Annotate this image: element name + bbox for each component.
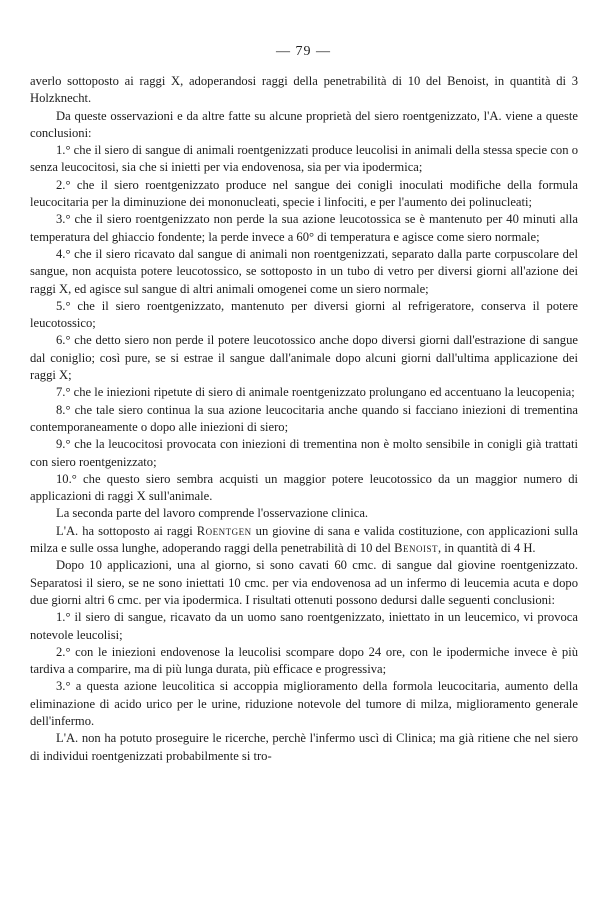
paragraph-closing: L'A. non ha potuto proseguire le ricerche, perchè l'infermo uscì di Clinica; ma già ritiene che nel siero di individui roentgenizzati probabilmente si tro- — [30, 731, 578, 763]
paragraph-intro-conclusions: Da queste osservazioni e da altre fatte su alcune proprietà del siero roentgenizzato, l'A. viene a queste conclusioni: — [30, 108, 578, 140]
conclusion-item-1: 1.° che il siero di sangue di animali roentgenizzati produce leucolisi in animali della stessa specie con o senza leucocitosi, sia che si inietti per via endovenosa, sia per via ipodermica; — [30, 143, 578, 175]
text-segment: L'A. ha sottoposto ai raggi — [56, 523, 197, 538]
clinical-conclusion-3: 3.° a questa azione leucolitica si accoppia miglioramento della formola leucocitaria, aumento della eliminazione di acido urico per le urine, riduzione notevole del tumore di milza, miglioramento generale dell'infermo. — [30, 679, 578, 728]
clinical-conclusion-2: 2.° con le iniezioni endovenose la leucolisi scompare dopo 24 ore, con le ipodermiche invece è più tardiva a comparire, ma di più lunga durata, più efficace e progressiva; — [30, 644, 578, 677]
name-roentgen: Roentgen — [196, 523, 252, 538]
name-benoist: Benoist — [394, 541, 438, 556]
body-text — [30, 73, 578, 765]
conclusion-item-4: 4.° che il siero ricavato dal sangue di animali non roentgenizzati, separato dalla parte corpuscolare del sangue, non acquista potere leucotossico, se sottoposto in un tubo di vetro per diversi giorni all'azione dei raggi X, ed agisce sul sangue di altri animali omogenei come un siero normale; — [30, 246, 578, 296]
conclusion-item-6: 6.° che detto siero non perde il potere leucotossico anche dopo diversi giorni dall'estrazione di sangue dal coniglio; così pure, se si estrae il sangue dall'animale dopo alcuni giorni dall'ultima applicazione dei raggi X; — [30, 333, 578, 383]
conclusion-item-7: 7.° che le iniezioni ripetute di siero di animale roentgenizzato prolungano ed accentuano la leucopenia; — [56, 385, 575, 400]
text-segment: un giovine di sana e valida costituzione, con applicazioni sulla milza e sulle ossa lunghe, adoperando raggi della penetrabilità di 10 del — [30, 523, 578, 556]
paragraph-procedure: Dopo 10 applicazioni, una al giorno, si sono cavati 60 cmc. di sangue dal giovine roentgenizzato. Separatosi il siero, se ne sono iniettati 10 cmc. per via endovenosa ad un infermo di leucemia acuta e dopo due giorni altri 6 cmc. per via ipodermica. I risultati ottenuti possono dedursi dalle seguenti conclusioni: — [30, 558, 578, 607]
conclusion-item-9: 9.° che la leucocitosi provocata con iniezioni di trementina non è molto sensibile in conigli già trattati con siero roentgenizzato; — [30, 437, 578, 469]
paragraph-patient-description — [30, 523, 578, 558]
clinical-conclusion-1: 1.° il siero di sangue, ricavato da un uomo sano roentgenizzato, iniettato in un leucemico, vi provoca notevole leucolisi; — [30, 610, 578, 642]
conclusion-item-3: 3.° che il siero roentgenizzato non perde la sua azione leucotossica se è mantenuto per 40 minuti alla temperatura del ghiaccio fondente; la perde invece a 60° di temperatura e agisce come siero normale; — [30, 212, 578, 244]
paragraph-continuation: averlo sottoposto ai raggi X, adoperandosi raggi della penetrabilità di 10 del Benoist, in quantità di 3 Holzknecht. — [30, 74, 578, 106]
text-segment: , in quantità di 4 H. — [437, 541, 536, 556]
conclusion-item-10: 10.° che questo siero sembra acquisti un maggior potere leucotossico da un maggior numero di applicazioni di raggi X sull'animale. — [30, 471, 578, 504]
conclusion-item-5: 5.° che il siero roentgenizzato, mantenuto per diversi giorni al refrigeratore, conserva il potere leucotossico; — [30, 298, 578, 331]
conclusion-item-2: 2.° che il siero roentgenizzato produce nel sangue dei conigli inoculati modifiche della formula leucocitaria per la diminuzione dei mononucleati, specie i linfociti, e per l'aumento dei polinucleati; — [30, 177, 578, 210]
page-number: — 79 — — [276, 44, 331, 59]
conclusion-item-8: 8.° che tale siero continua la sua azione leucocitaria anche quando si facciano iniezioni di trementina contemporaneamente o dopo alle iniezioni di siero; — [30, 402, 578, 434]
paragraph-clinical-intro: La seconda parte del lavoro comprende l'osservazione clinica. — [56, 506, 369, 521]
